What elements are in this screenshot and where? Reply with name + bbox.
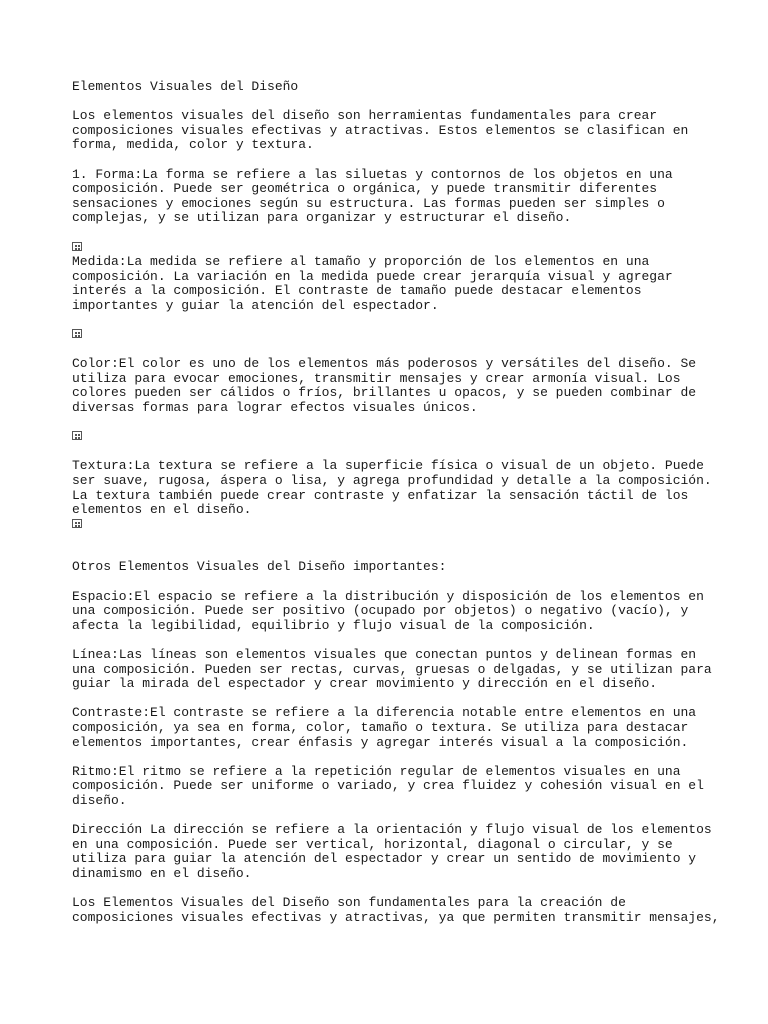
spacer: [72, 95, 722, 110]
placeholder-glyph-line: [72, 518, 722, 533]
placeholder-glyph-line: [72, 241, 722, 256]
color-paragraph: Color:El color es uno de los elementos más poderosos y versátiles del diseño. Se utiliza para evocar emociones, transmitir mensajes y crear armonía visual. Los colores pueden ser cálidos o fríos, brillantes u opacos, y se pueden combinar de diversas formas para lograr efectos visuales únicos.: [72, 356, 697, 416]
espacio-paragraph: Espacio:El espacio se refiere a la distribución y disposición de los elementos en una composición. Puede ser positivo (ocupado por objetos) o negativo (vacío), y afecta la legibilidad, equilibrio y flujo visual de la composición.: [72, 588, 704, 633]
spacer: [72, 750, 722, 765]
unknown-character-icon: [72, 431, 82, 440]
spacer: [72, 692, 722, 707]
linea-paragraph: Línea:Las líneas son elementos visuales que conectan puntos y delinean formas en una composición. Pueden ser rectas, curvas, gruesas o delgadas, y se utilizan para guiar la mirada del espectador y crear movimiento y dirección en el diseño.: [72, 646, 712, 692]
conclusion-paragraph: Los Elementos Visuales del Diseño son fundamentales para la creación de composiciones visuales efectivas y atractivas, ya que permiten transmitir mensajes,: [72, 895, 720, 925]
medida-paragraph: Medida:La medida se refiere al tamaño y proporción de los elementos en una composición. La variación en la medida puede crear jerarquía visual y agregar interés a la composición. El contraste de tamaño puede destacar elementos importantes y guiar la atención del espectador.: [72, 254, 673, 313]
spacer: [72, 575, 722, 590]
spacer: [72, 532, 722, 560]
spacer: [72, 809, 722, 824]
document-title: Elementos Visuales del Diseño: [72, 79, 299, 94]
unknown-character-icon: [72, 519, 82, 528]
spacer: [72, 153, 722, 168]
intro-paragraph: Los elementos visuales del diseño son herramientas fundamentales para crear composiciones visuales efectivas y atractivas. Estos elementos se clasifican en forma, medida, color y textura.: [72, 108, 689, 153]
ritmo-paragraph: Ritmo:El ritmo se refiere a la repetición regular de elementos visuales en una composición. Puede ser uniforme o variado, y crea fluidez y cohesión visual en el diseño.: [72, 763, 704, 808]
spacer: [72, 226, 722, 241]
document-page: [72, 80, 722, 925]
placeholder-glyph-line: [72, 328, 722, 343]
unknown-character-icon: [72, 329, 82, 338]
direccion-paragraph: Dirección La dirección se refiere a la orientación y flujo visual de los elementos en una composición. Puede ser vertical, horizontal, diagonal o circular, y se utiliza para guiar la atención del espectador y crear un sentido de movimiento y dinamismo en el diseño.: [72, 822, 712, 881]
spacer: [72, 314, 722, 329]
unknown-character-icon: [72, 242, 82, 251]
placeholder-glyph-line: [72, 430, 722, 445]
spacer: [72, 633, 722, 648]
section-heading: Otros Elementos Visuales del Diseño importantes:: [72, 559, 447, 575]
spacer: [72, 343, 722, 358]
textura-paragraph: Textura:La textura se refiere a la superficie física o visual de un objeto. Puede ser suave, rugosa, áspera o lisa, y agrega profundidad y detalle a la composición. La textura también puede crear contraste y enfatizar la sensación táctil de los elementos en el diseño.: [72, 458, 712, 518]
spacer: [72, 445, 722, 460]
forma-paragraph: 1. Forma:La forma se refiere a las siluetas y contornos de los objetos en una composición. Puede ser geométrica o orgánica, y puede transmitir diferentes sensaciones y emociones según su estructura. Las formas pueden ser simples o complejas, y se utilizan para organizar y estructurar el diseño.: [72, 166, 673, 226]
contraste-paragraph: Contraste:El contraste se refiere a la diferencia notable entre elementos en una composición, ya sea en forma, color, tamaño o textura. Se utiliza para destacar elementos importantes, crear énfasis y agregar interés visual a la composición.: [72, 705, 697, 750]
spacer: [72, 416, 722, 431]
spacer: [72, 881, 722, 896]
